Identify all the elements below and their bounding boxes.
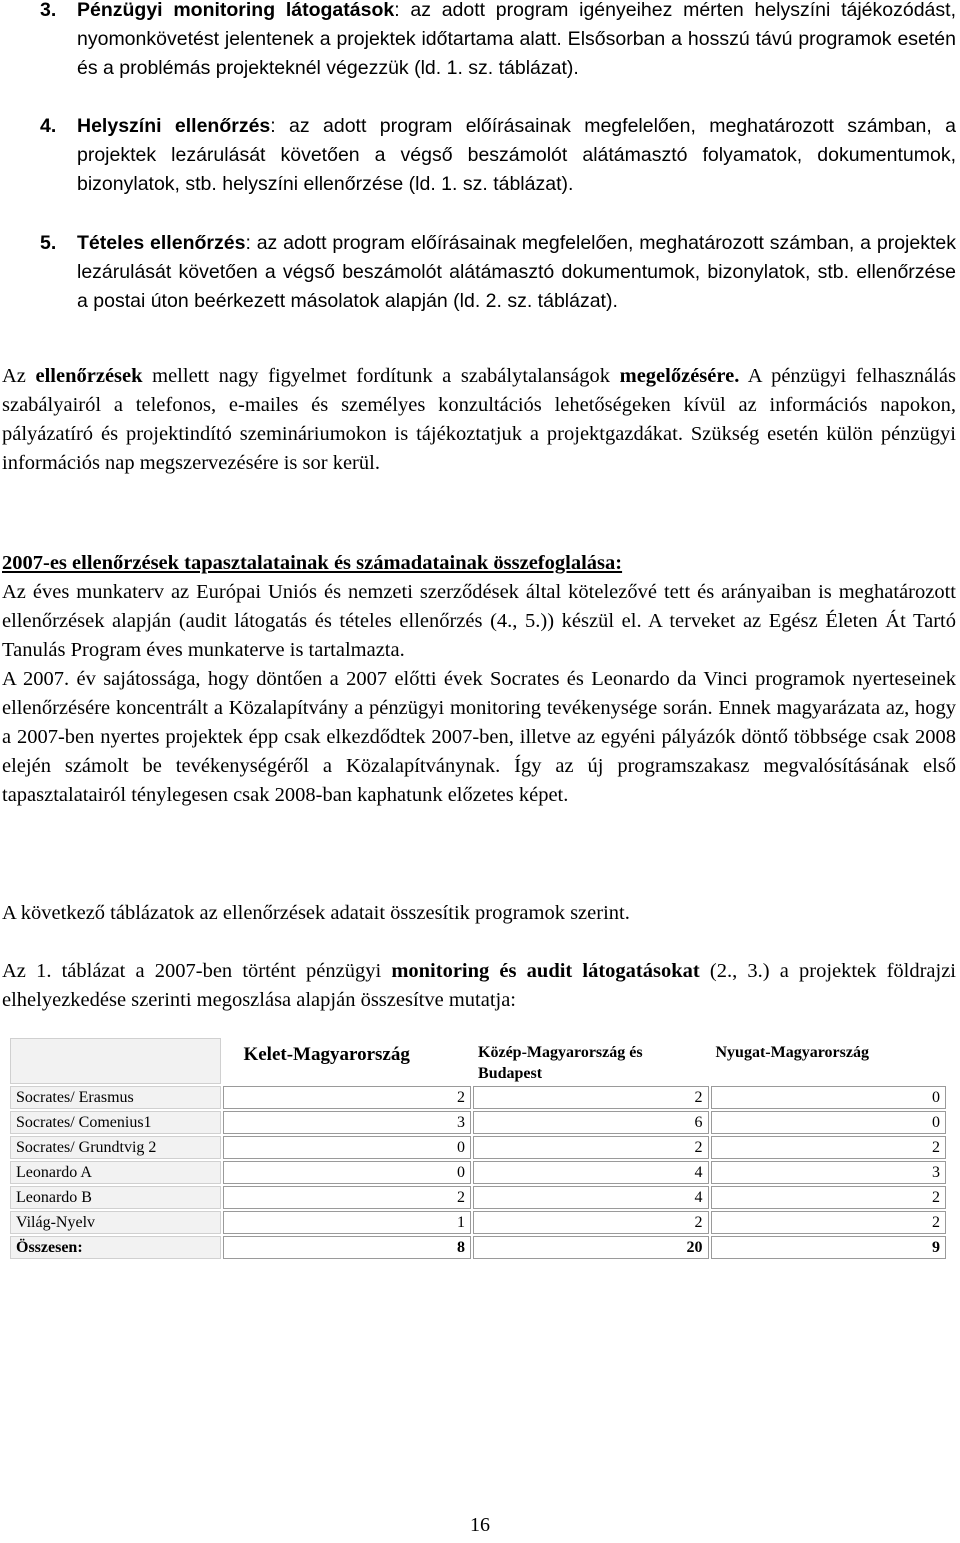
list-item-body: [77, 0, 956, 83]
section-text-1: Az éves munkaterv az Európai Uniós és nemzeti szerződések által kötelezővé tett és arányaiban is meghatározott ellenőrzések alapján (audit látogatás és tételes ellenőrzés (4., 5.)) készül el. A terveket az Egész Életen Át Tartó Tanulás Program éves munkaterve is tartalmazta.: [2, 581, 956, 661]
row-label: Világ-Nyelv: [10, 1211, 221, 1234]
list-item-number: 5.: [40, 232, 57, 254]
row-label: Socrates/ Comenius1: [10, 1111, 221, 1134]
list-item-body: [77, 229, 956, 316]
row-label: Leonardo A: [10, 1161, 221, 1184]
table-row: [10, 1111, 946, 1134]
cell-kozep: 2: [473, 1136, 708, 1159]
cell-kozep: 2: [473, 1211, 708, 1234]
cell-kelet: 2: [223, 1186, 471, 1209]
table-header-row: [10, 1038, 946, 1084]
cell-kozep: 4: [473, 1161, 708, 1184]
list-item-title: Pénzügyi monitoring látogatások: [77, 0, 395, 21]
table-row: [10, 1136, 946, 1159]
cell-kozep: 2: [473, 1086, 708, 1109]
cell-kelet: 0: [223, 1161, 471, 1184]
list-item-title: Helyszíni ellenőrzés: [77, 115, 271, 137]
table-total-row: [10, 1236, 946, 1259]
total-kelet: 8: [223, 1236, 471, 1259]
table-row: [10, 1086, 946, 1109]
emphasis-ellenorzesek: ellenőrzések: [35, 365, 143, 387]
tables-intro-paragraph: A következő táblázatok az ellenőrzések adatait összesítik programok szerint.: [2, 902, 630, 924]
table1-intro-paragraph: Az 1. táblázat a 2007-ben történt pénzügyi monitoring és audit látogatásokat (2., 3.) a projektek földrajzi elhelyezkedése szerinti megoszlása alapján összesítve mutatja:: [2, 960, 957, 1011]
table-header-corner: [10, 1038, 221, 1084]
cell-kozep: 6: [473, 1111, 708, 1134]
cell-kelet: 1: [223, 1211, 471, 1234]
page-number: 16: [470, 1514, 490, 1536]
cell-kelet: 0: [223, 1136, 471, 1159]
cell-nyugat: 0: [711, 1111, 947, 1134]
cell-nyugat: 2: [711, 1136, 947, 1159]
table-row: [10, 1161, 946, 1184]
column-header-kelet: Kelet-Magyarország: [243, 1044, 410, 1065]
cell-nyugat: 2: [711, 1186, 947, 1209]
column-header-nyugat: Nyugat-Magyarország: [715, 1044, 869, 1061]
cell-kelet: 2: [223, 1086, 471, 1109]
row-label: Leonardo B: [10, 1186, 221, 1209]
table-row: [10, 1186, 946, 1209]
cell-nyugat: 0: [711, 1086, 947, 1109]
prevention-paragraph: Az ellenőrzések mellett nagy figyelmet fordítunk a szabálytalanságok megelőzésére. A pénzügyi felhasználás szabályairól a telefonos, e-mailes és személyes konzultációs lehetőségeken kívül az információs napokon, pályázatíró és projektindító szemináriumokon is tájékoztatjuk a projektgazdákat. Szükség esetén külön pénzügyi információs nap megszervezésére is sor kerül.: [2, 365, 956, 474]
list-item-number: 4.: [40, 115, 57, 137]
total-nyugat: 9: [711, 1236, 947, 1259]
list-item-4: [40, 112, 956, 199]
list-item-text: : az adott program előírásainak megfelelően, meghatározott számban, a projektek lezárulását követően a végső beszámolót alátámasztó dokumentumok, bizonylatok, stb. ellenőrzése a postai úton beérkezett másolatok alapján (ld. 2. sz. táblázat).: [77, 232, 956, 312]
row-label: Socrates/ Grundtvig 2: [10, 1136, 221, 1159]
row-label: Socrates/ Erasmus: [10, 1086, 221, 1109]
list-item-number: 3.: [40, 0, 57, 21]
cell-kelet: 3: [223, 1111, 471, 1134]
total-kozep: 20: [473, 1236, 708, 1259]
list-item-text: : az adott program előírásainak megfelelően, meghatározott számban, a projektek lezárulását követően a végső beszámolót alátámasztó folyamatok, dokumentumok, bizonylatok, stb. helyszíni ellenőrzése (ld. 1. sz. táblázat).: [77, 115, 957, 195]
list-item-title: Tételes ellenőrzés: [77, 232, 246, 254]
list-item-text: : az adott program igényeihez mérten helyszíni tájékozódást, nyomonkövetést jelentenek a projektek időtartama alatt. Elsősorban a hosszú távú programok esetén és a problémás projekteknél végezzük (ld. 1. sz. táblázat).: [77, 0, 956, 79]
section-text-2: A 2007. év sajátossága, hogy döntően a 2007 előtti évek Socrates és Leonardo da Vinci programok nyerteseinek ellenőrzésére koncentrált a Közalapítvány a pénzügyi monitoring tevékenysége során. Ennek magyarázata az, hogy a 2007-ben nyertes projektek épp csak elkezdődtek 2007-ben, illetve az egyéni pályázók döntő többsége csak 2008 elején számolt be tevékenységéről a Közalapítványnak. Így az új programszakasz megvalósításának első tapasztalatairól ténylegesen csak 2008-ban kaphatunk előzetes képet.: [2, 668, 956, 806]
cell-nyugat: 3: [711, 1161, 947, 1184]
list-item-3: [40, 0, 956, 83]
summary-section: [2, 549, 956, 810]
cell-kozep: 4: [473, 1186, 708, 1209]
emphasis-monitoring: monitoring és audit látogatásokat: [391, 960, 700, 982]
section-heading: 2007-es ellenőrzések tapasztalatainak és számadatainak összefoglalása:: [2, 552, 623, 574]
emphasis-megelozesere: megelőzésére.: [619, 365, 740, 387]
column-header-kozep: Közép-Magyarország és Budapest: [478, 1044, 643, 1082]
list-item-body: [77, 112, 956, 199]
table-row: [10, 1211, 946, 1234]
total-label: Összesen:: [10, 1236, 221, 1259]
cell-nyugat: 2: [711, 1211, 947, 1234]
monitoring-table: [8, 1036, 948, 1261]
list-item-5: [40, 229, 956, 316]
